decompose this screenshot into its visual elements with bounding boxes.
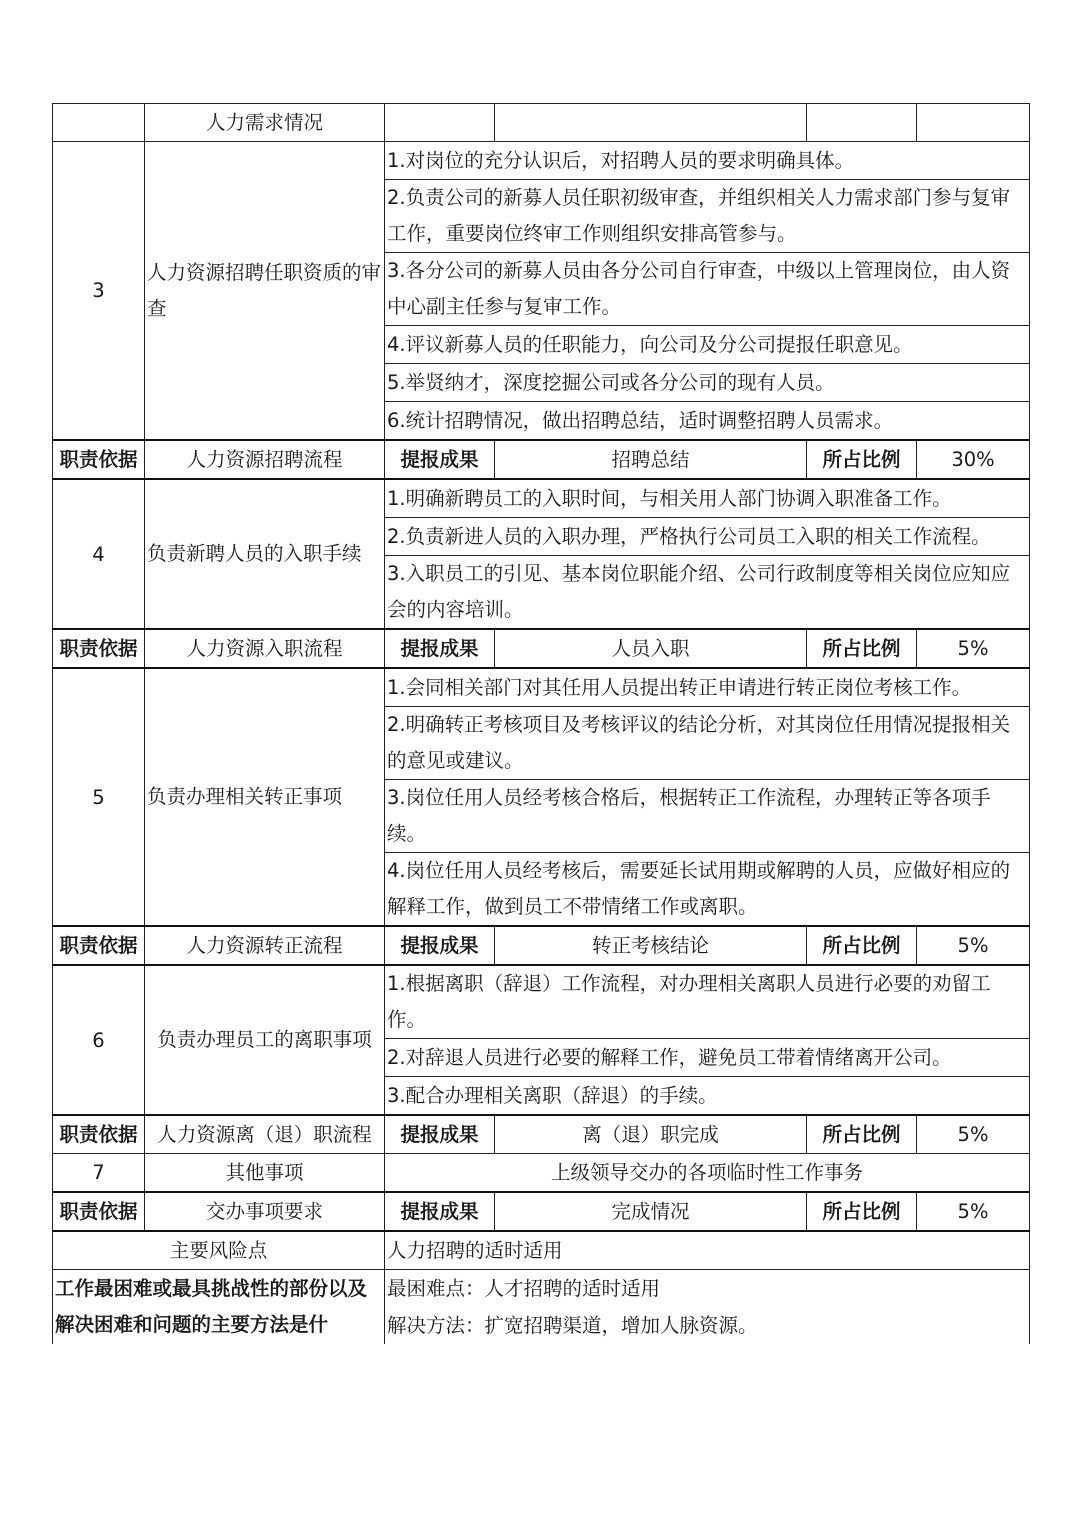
basis-label: 职责依据 [53,440,145,479]
risk-label: 主要风险点 [53,1231,385,1270]
ratio-value: 5% [917,1192,1030,1231]
empty-cell [385,104,495,142]
empty-cell [53,104,145,142]
result-label: 提报成果 [385,1115,495,1154]
result-value: 完成情况 [495,1192,807,1231]
empty-cell [917,104,1030,142]
duty-item: 1.对岗位的充分认识后，对招聘人员的要求明确具体。 [385,142,1030,180]
basis-row [53,926,1030,965]
duty-item: 5.举贤纳才，深度挖掘公司或各分公司的现有人员。 [385,364,1030,402]
duty-title: 其他事项 [145,1154,385,1193]
duty-number: 6 [53,965,145,1115]
risk-value: 人力招聘的适时适用 [385,1231,1030,1270]
result-label: 提报成果 [385,1192,495,1231]
basis-label: 职责依据 [53,629,145,668]
duty-item-row [53,479,1030,518]
duty-item: 4.评议新募人员的任职能力，向公司及分公司提报任职意见。 [385,326,1030,364]
duty-item: 4.岗位任用人员经考核后，需要延长试用期或解聘的人员，应做好相应的解释工作，做到员工不带情绪工作或离职。 [385,853,1030,927]
duty-item: 6.统计招聘情况，做出招聘总结，适时调整招聘人员需求。 [385,402,1030,441]
duty-number: 7 [53,1154,145,1193]
basis-value: 人力资源离（退）职流程 [145,1115,385,1154]
ratio-value: 30% [917,440,1030,479]
difficulty-row [53,1270,1030,1308]
result-value: 人员入职 [495,629,807,668]
ratio-label: 所占比例 [807,629,917,668]
duty-item: 2.负责公司的新募人员任职初级审查，并组织相关人力需求部门参与复审工作，重要岗位终审工作则组织安排高管参与。 [385,180,1030,253]
duty-title: 负责办理相关转正事项 [145,668,385,926]
result-value: 招聘总结 [495,440,807,479]
basis-row [53,1115,1030,1154]
duty-title: 负责新聘人员的入职手续 [145,479,385,629]
demand-label: 人力需求情况 [145,104,385,142]
duty-item: 1.明确新聘员工的入职时间，与相关用人部门协调入职准备工作。 [385,479,1030,518]
duty-item: 2.明确转正考核项目及考核评议的结论分析，对其岗位任用情况提报相关的意见或建议。 [385,707,1030,780]
basis-label: 职责依据 [53,926,145,965]
result-value: 转正考核结论 [495,926,807,965]
risk-row [53,1231,1030,1270]
duty-number: 3 [53,142,145,441]
demand-row [53,104,1030,142]
ratio-value: 5% [917,926,1030,965]
duty-title: 人力资源招聘任职资质的审查 [145,142,385,441]
duty-number: 4 [53,479,145,629]
empty-cell [495,104,807,142]
basis-row [53,440,1030,479]
duty-item: 3.各分公司的新募人员由各分公司自行审查，中级以上管理岗位，由人资中心副主任参与复审工作。 [385,253,1030,326]
duty-item: 3.岗位任用人员经考核合格后，根据转正工作流程，办理转正等各项手续。 [385,780,1030,853]
basis-label: 职责依据 [53,1192,145,1231]
basis-value: 交办事项要求 [145,1192,385,1231]
difficulty-method: 解决方法：扩宽招聘渠道，增加人脉资源。 [385,1307,1030,1344]
duty-table [52,103,1030,1344]
basis-row [53,1192,1030,1231]
duty-item: 上级领导交办的各项临时性工作事务 [385,1154,1030,1193]
result-value: 离（退）职完成 [495,1115,807,1154]
duty-item-row [53,668,1030,707]
duty-item: 2.负责新进人员的入职办理，严格执行公司员工入职的相关工作流程。 [385,518,1030,556]
ratio-label: 所占比例 [807,1192,917,1231]
difficulty-point: 最困难点：人才招聘的适时适用 [385,1270,1030,1308]
basis-value: 人力资源入职流程 [145,629,385,668]
ratio-label: 所占比例 [807,926,917,965]
ratio-label: 所占比例 [807,1115,917,1154]
duty-item: 1.会同相关部门对其任用人员提出转正申请进行转正岗位考核工作。 [385,668,1030,707]
duty-title: 负责办理员工的离职事项 [145,965,385,1115]
difficulty-label: 工作最困难或最具挑战性的部份以及解决困难和问题的主要方法是什 [53,1270,385,1345]
result-label: 提报成果 [385,629,495,668]
empty-cell [807,104,917,142]
duty-item: 2.对辞退人员进行必要的解释工作，避免员工带着情绪离开公司。 [385,1039,1030,1077]
basis-label: 职责依据 [53,1115,145,1154]
result-label: 提报成果 [385,440,495,479]
result-label: 提报成果 [385,926,495,965]
ratio-label: 所占比例 [807,440,917,479]
duty-item: 3.入职员工的引见、基本岗位职能介绍、公司行政制度等相关岗位应知应会的内容培训。 [385,556,1030,630]
basis-value: 人力资源转正流程 [145,926,385,965]
basis-row [53,629,1030,668]
duty-item: 3.配合办理相关离职（辞退）的手续。 [385,1077,1030,1116]
duty-number: 5 [53,668,145,926]
other-row [53,1154,1030,1193]
ratio-value: 5% [917,1115,1030,1154]
basis-value: 人力资源招聘流程 [145,440,385,479]
duty-item: 1.根据离职（辞退）工作流程，对办理相关离职人员进行必要的劝留工作。 [385,965,1030,1039]
duty-item-row [53,142,1030,180]
ratio-value: 5% [917,629,1030,668]
